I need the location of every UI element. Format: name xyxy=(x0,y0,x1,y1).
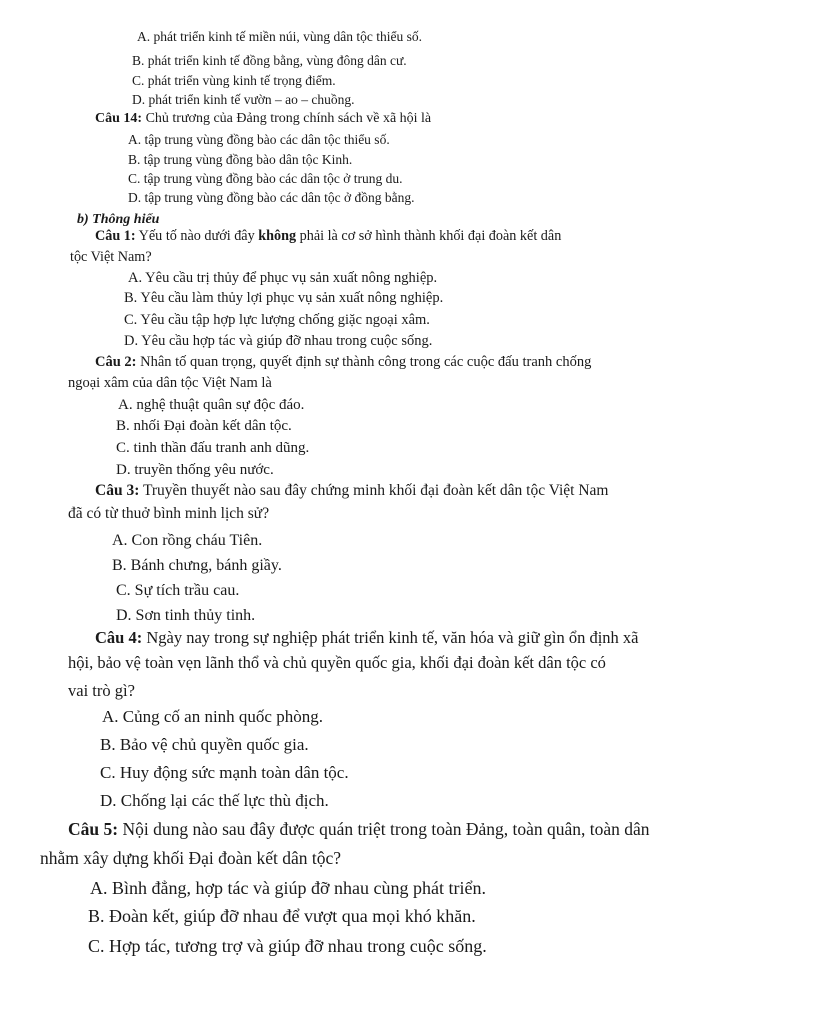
text-line xyxy=(132,93,355,107)
text-line xyxy=(100,736,309,753)
text-line xyxy=(40,850,341,868)
text-line xyxy=(128,172,402,186)
line-text: C. Yêu cầu tập hợp lực lượng chống giặc ngoại xâm. xyxy=(124,312,430,328)
question-line xyxy=(95,483,608,499)
line-text: D. Chống lại các thế lực thù địch. xyxy=(100,791,329,810)
question-line xyxy=(95,630,639,647)
text-line xyxy=(128,271,437,286)
text-line xyxy=(112,533,262,549)
line-text: vai trò gì? xyxy=(68,681,135,700)
line-text: Chủ trương của Đảng trong chính sách về xã hội là xyxy=(142,111,432,126)
line-text: B. nhối Đại đoàn kết dân tộc. xyxy=(116,418,292,434)
text-line xyxy=(88,907,476,925)
text-line xyxy=(124,334,432,349)
line-text: D. phát triển kinh tế vườn – ao – chuồng. xyxy=(132,92,355,107)
line-text: B. Đoàn kết, giúp đỡ nhau để vượt qua mọi khó khăn. xyxy=(88,906,476,926)
text-line xyxy=(128,153,352,167)
line-text: C. tập trung vùng đồng bào các dân tộc ở trung du. xyxy=(128,171,403,186)
text-line xyxy=(124,291,443,306)
text-line xyxy=(68,376,272,391)
line-text: D. Sơn tinh thủy tinh. xyxy=(116,607,256,624)
text-line xyxy=(88,937,487,955)
line-text: ngoại xâm của dân tộc Việt Nam là xyxy=(68,375,272,391)
text-line xyxy=(112,558,282,574)
text-line xyxy=(128,191,414,205)
question-line xyxy=(95,355,591,370)
question-number: Câu 2: xyxy=(95,354,137,370)
section-heading: b) Thông hiểu xyxy=(77,212,160,227)
text-line xyxy=(68,655,606,672)
line-text: C. Sự tích trầu cau. xyxy=(116,582,240,599)
line-text: Yếu tố nào dưới đây không phải là cơ sở hình thành khối đại đoàn kết dân xyxy=(135,228,562,244)
emphasis: không xyxy=(258,228,297,244)
line-text: Nhân tố quan trọng, quyết định sự thành công trong các cuộc đấu tranh chống xyxy=(136,354,592,370)
line-text: C. Huy động sức mạnh toàn dân tộc. xyxy=(100,763,349,782)
line-text: D. truyền thống yêu nước. xyxy=(116,462,274,478)
text-line xyxy=(68,683,135,700)
text-line xyxy=(100,792,329,809)
line-text: Ngày nay trong sự nghiệp phát triển kinh tế, văn hóa và giữ gìn ổn định xã xyxy=(142,628,639,647)
line-text: A. Yêu cầu trị thủy để phục vụ sản xuất nông nghiệp. xyxy=(128,270,438,286)
line-text: B. tập trung vùng đồng bào dân tộc Kinh. xyxy=(128,152,353,167)
line-text: A. Bình đẳng, hợp tác và giúp đỡ nhau cùng phát triển. xyxy=(90,878,486,898)
line-text: Nội dung nào sau đây được quán triệt trong toàn Đảng, toàn quân, toàn dân xyxy=(118,819,650,839)
text-line xyxy=(132,54,407,68)
line-text: C. tinh thần đấu tranh anh dũng. xyxy=(116,440,310,456)
text-line xyxy=(68,506,269,522)
text-line xyxy=(124,313,430,328)
line-text: C. phát triển vùng kinh tế trọng điểm. xyxy=(132,73,336,88)
line-text: B. phát triển kinh tế đồng bằng, vùng đông dân cư. xyxy=(132,53,407,68)
line-text: C. Hợp tác, tương trợ và giúp đỡ nhau trong cuộc sống. xyxy=(88,936,487,956)
line-text: A. Con rồng cháu Tiên. xyxy=(112,532,263,549)
text-line xyxy=(116,583,239,599)
line-text: hội, bảo vệ toàn vẹn lãnh thổ và chủ quyền quốc gia, khối đại đoàn kết dân tộc có xyxy=(68,653,606,672)
text-line xyxy=(100,764,349,781)
line-text: D. tập trung vùng đồng bào các dân tộc ở đồng bằng. xyxy=(128,190,415,205)
question-number: Câu 3: xyxy=(95,482,140,499)
line-text: B. Bánh chưng, bánh giầy. xyxy=(112,557,282,574)
line-text: đã có từ thuở bình minh lịch sử? xyxy=(68,505,270,522)
question-line xyxy=(95,112,431,126)
text-line xyxy=(137,30,422,44)
line-text: A. nghệ thuật quân sự độc đáo. xyxy=(118,397,305,413)
text-line xyxy=(70,250,152,264)
text-line xyxy=(90,879,486,897)
line-text: A. Củng cố an ninh quốc phòng. xyxy=(102,707,323,726)
question-line xyxy=(95,229,561,243)
question-line xyxy=(68,821,650,839)
text-line xyxy=(116,419,292,434)
line-text: tộc Việt Nam? xyxy=(70,249,152,265)
text-line xyxy=(116,608,255,624)
question-number: Câu 14: xyxy=(95,111,143,126)
line-text: B. Yêu cầu làm thủy lợi phục vụ sản xuất nông nghiệp. xyxy=(124,290,444,306)
line-text: D. Yêu cầu hợp tác và giúp đỡ nhau trong cuộc sống. xyxy=(124,333,433,349)
line-text: Truyền thuyết nào sau đây chứng minh khối đại đoàn kết dân tộc Việt Nam xyxy=(139,482,609,499)
line-text: nhằm xây dựng khối Đại đoàn kết dân tộc? xyxy=(40,848,342,868)
text-line xyxy=(118,398,304,413)
question-number: Câu 4: xyxy=(95,628,143,647)
text-line xyxy=(128,133,390,147)
question-number: Câu 1: xyxy=(95,228,136,244)
line-text: B. Bảo vệ chủ quyền quốc gia. xyxy=(100,735,309,754)
line-text: A. tập trung vùng đồng bào các dân tộc thiểu số. xyxy=(128,132,390,147)
question-number: Câu 5: xyxy=(68,819,119,839)
text-line xyxy=(116,463,274,478)
line-text: A. phát triển kinh tế miền núi, vùng dân tộc thiểu số. xyxy=(137,29,422,44)
text-line xyxy=(132,74,336,88)
text-line xyxy=(116,441,309,456)
text-line xyxy=(102,708,323,725)
